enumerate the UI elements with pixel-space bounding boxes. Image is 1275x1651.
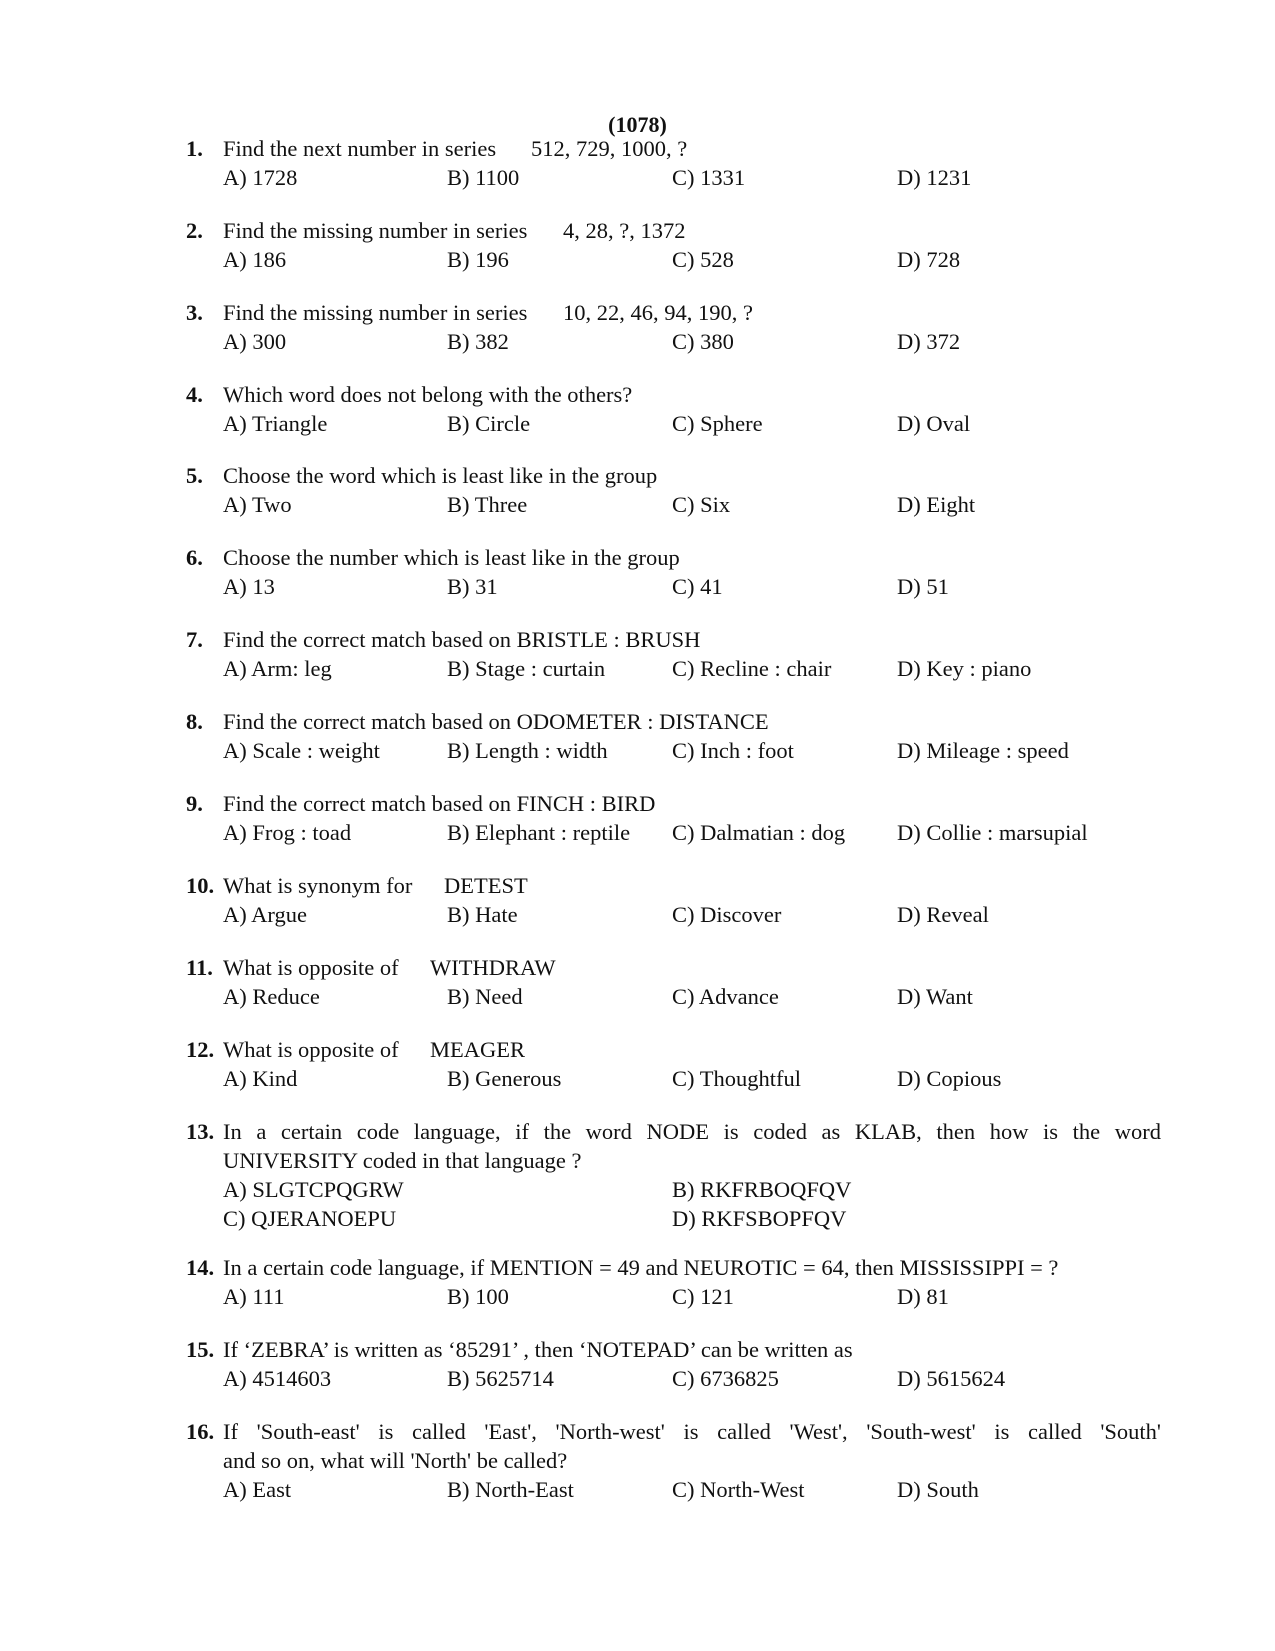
option-b[interactable]: B) Elephant : reptile xyxy=(447,820,631,845)
question-series: 4, 28, ?, 1372 xyxy=(563,218,686,243)
question-13 xyxy=(186,1117,1186,1233)
option-b[interactable]: B) Stage : curtain xyxy=(447,656,606,681)
question-number: 8. xyxy=(186,709,203,734)
option-d[interactable]: D) 51 xyxy=(897,574,949,599)
question-text: Find the correct match based on BRISTLE : BRUSH xyxy=(223,627,701,652)
option-d[interactable]: D) 728 xyxy=(897,247,961,272)
question-keyword: WITHDRAW xyxy=(430,955,556,980)
question-10 xyxy=(186,871,1186,929)
question-text-line-2: and so on, what will 'North' be called? xyxy=(223,1448,568,1473)
question-text: Find the next number in series xyxy=(223,136,497,161)
option-c[interactable]: C) 1331 xyxy=(672,165,746,190)
option-d[interactable]: D) 1231 xyxy=(897,165,972,190)
option-c[interactable]: C) Inch : foot xyxy=(672,738,794,763)
question-number: 14. xyxy=(186,1255,215,1280)
question-7 xyxy=(186,625,1186,683)
question-number: 12. xyxy=(186,1037,215,1062)
question-number: 3. xyxy=(186,300,203,325)
question-text-line-1: If 'South-east' is called 'East', 'North-west' is called 'West', 'South-west' is called 'South' xyxy=(223,1419,1161,1444)
option-a[interactable]: A) Arm: leg xyxy=(223,656,332,681)
option-d[interactable]: D) South xyxy=(897,1477,979,1502)
option-b[interactable]: B) 100 xyxy=(447,1284,509,1309)
question-number: 10. xyxy=(186,873,215,898)
option-b[interactable]: B) 196 xyxy=(447,247,509,272)
question-8 xyxy=(186,707,1186,765)
question-series: 10, 22, 46, 94, 190, ? xyxy=(563,300,753,325)
option-c[interactable]: C) Sphere xyxy=(672,411,763,436)
option-c[interactable]: C) 121 xyxy=(672,1284,734,1309)
option-c[interactable]: C) Dalmatian : dog xyxy=(672,820,846,845)
option-d[interactable]: D) Collie : marsupial xyxy=(897,820,1088,845)
option-c[interactable]: C) Six xyxy=(672,492,731,517)
option-b[interactable]: B) Generous xyxy=(447,1066,562,1091)
option-b[interactable]: B) Three xyxy=(447,492,528,517)
question-text: Find the correct match based on FINCH : BIRD xyxy=(223,791,656,816)
option-d[interactable]: D) Key : piano xyxy=(897,656,1032,681)
question-9 xyxy=(186,789,1186,847)
question-6 xyxy=(186,543,1186,601)
question-number: 16. xyxy=(186,1419,215,1444)
option-a[interactable]: A) 300 xyxy=(223,329,287,354)
option-d[interactable]: D) Eight xyxy=(897,492,976,517)
option-b[interactable]: B) 31 xyxy=(447,574,498,599)
option-b[interactable]: B) 1100 xyxy=(447,165,520,190)
option-c[interactable]: C) 380 xyxy=(672,329,734,354)
question-5 xyxy=(186,461,1186,519)
question-number: 5. xyxy=(186,463,203,488)
question-11 xyxy=(186,953,1186,1011)
option-a[interactable]: A) Argue xyxy=(223,902,307,927)
question-number: 15. xyxy=(186,1337,215,1362)
option-c[interactable]: C) Advance xyxy=(672,984,779,1009)
option-d[interactable]: D) Reveal xyxy=(897,902,989,927)
paper-code: (1078) xyxy=(608,112,667,137)
question-text: Find the missing number in series xyxy=(223,300,528,325)
option-a[interactable]: A) East xyxy=(223,1477,292,1502)
option-d[interactable]: D) Want xyxy=(897,984,973,1009)
option-a[interactable]: A) Two xyxy=(223,492,292,517)
option-a[interactable]: A) 13 xyxy=(223,574,275,599)
option-a[interactable]: A) Kind xyxy=(223,1066,298,1091)
option-a[interactable]: A) Triangle xyxy=(223,411,328,436)
question-text-line-2: UNIVERSITY coded in that language ? xyxy=(223,1148,582,1173)
option-c[interactable]: C) 6736825 xyxy=(672,1366,779,1391)
question-text: In a certain code language, if MENTION = 49 and NEUROTIC = 64, then MISSISSIPPI = ? xyxy=(223,1255,1059,1280)
question-text: Find the missing number in series xyxy=(223,218,528,243)
question-text: Which word does not belong with the others? xyxy=(223,382,633,407)
option-c[interactable]: C) Discover xyxy=(672,902,782,927)
option-c[interactable]: C) North-West xyxy=(672,1477,805,1502)
question-keyword: MEAGER xyxy=(430,1037,525,1062)
question-text: Choose the word which is least like in the group xyxy=(223,463,658,488)
question-text: What is opposite of xyxy=(223,955,399,980)
question-3 xyxy=(186,298,1186,356)
option-b[interactable]: B) Circle xyxy=(447,411,531,436)
question-15 xyxy=(186,1335,1186,1393)
question-12 xyxy=(186,1035,1186,1093)
option-a[interactable]: A) Scale : weight xyxy=(223,738,380,763)
option-a[interactable]: A) 4514603 xyxy=(223,1366,332,1391)
option-c[interactable]: C) QJERANOEPU xyxy=(223,1206,397,1231)
question-text-line-1: In a certain code language, if the word NODE is coded as KLAB, then how is the word xyxy=(223,1119,1161,1144)
option-b[interactable]: B) 382 xyxy=(447,329,509,354)
option-d[interactable]: D) Oval xyxy=(897,411,971,436)
question-text: Choose the number which is least like in the group xyxy=(223,545,680,570)
option-b[interactable]: B) Length : width xyxy=(447,738,608,763)
question-text: What is opposite of xyxy=(223,1037,399,1062)
question-number: 1. xyxy=(186,136,203,161)
question-number: 4. xyxy=(186,382,203,407)
option-c[interactable]: C) 528 xyxy=(672,247,734,272)
option-c[interactable]: C) 41 xyxy=(672,574,723,599)
question-text: Find the correct match based on ODOMETER : DISTANCE xyxy=(223,709,769,734)
option-b[interactable]: B) RKFRBOQFQV xyxy=(672,1177,852,1202)
question-text: What is synonym for xyxy=(223,873,413,898)
question-text: If ‘ZEBRA’ is written as ‘85291’ , then ‘NOTEPAD’ can be written as xyxy=(223,1337,853,1362)
option-a[interactable]: A) 1728 xyxy=(223,165,298,190)
question-number: 7. xyxy=(186,627,203,652)
question-14 xyxy=(186,1253,1186,1311)
option-d[interactable]: D) Copious xyxy=(897,1066,1002,1091)
question-series: 512, 729, 1000, ? xyxy=(531,136,688,161)
option-c[interactable]: C) Thoughtful xyxy=(672,1066,801,1091)
question-number: 13. xyxy=(186,1119,215,1144)
question-16 xyxy=(186,1417,1186,1504)
question-keyword: DETEST xyxy=(444,873,528,898)
question-4 xyxy=(186,380,1186,438)
option-d[interactable]: D) 81 xyxy=(897,1284,949,1309)
option-d[interactable]: D) 5615624 xyxy=(897,1366,1006,1391)
question-number: 11. xyxy=(186,955,213,980)
option-a[interactable]: A) SLGTCPQGRW xyxy=(223,1177,404,1202)
option-d[interactable]: D) RKFSBOPFQV xyxy=(672,1206,847,1231)
option-d[interactable]: D) Mileage : speed xyxy=(897,738,1069,763)
option-c[interactable]: C) Recline : chair xyxy=(672,656,832,681)
option-b[interactable]: B) Need xyxy=(447,984,523,1009)
question-2 xyxy=(186,216,1186,274)
option-d[interactable]: D) 372 xyxy=(897,329,961,354)
option-b[interactable]: B) North-East xyxy=(447,1477,574,1502)
question-1 xyxy=(186,134,1186,192)
option-a[interactable]: A) 111 xyxy=(223,1284,285,1309)
question-number: 9. xyxy=(186,791,203,816)
option-a[interactable]: A) Frog : toad xyxy=(223,820,352,845)
option-a[interactable]: A) 186 xyxy=(223,247,287,272)
option-b[interactable]: B) Hate xyxy=(447,902,518,927)
option-b[interactable]: B) 5625714 xyxy=(447,1366,554,1391)
question-number: 6. xyxy=(186,545,203,570)
option-a[interactable]: A) Reduce xyxy=(223,984,320,1009)
question-number: 2. xyxy=(186,218,203,243)
